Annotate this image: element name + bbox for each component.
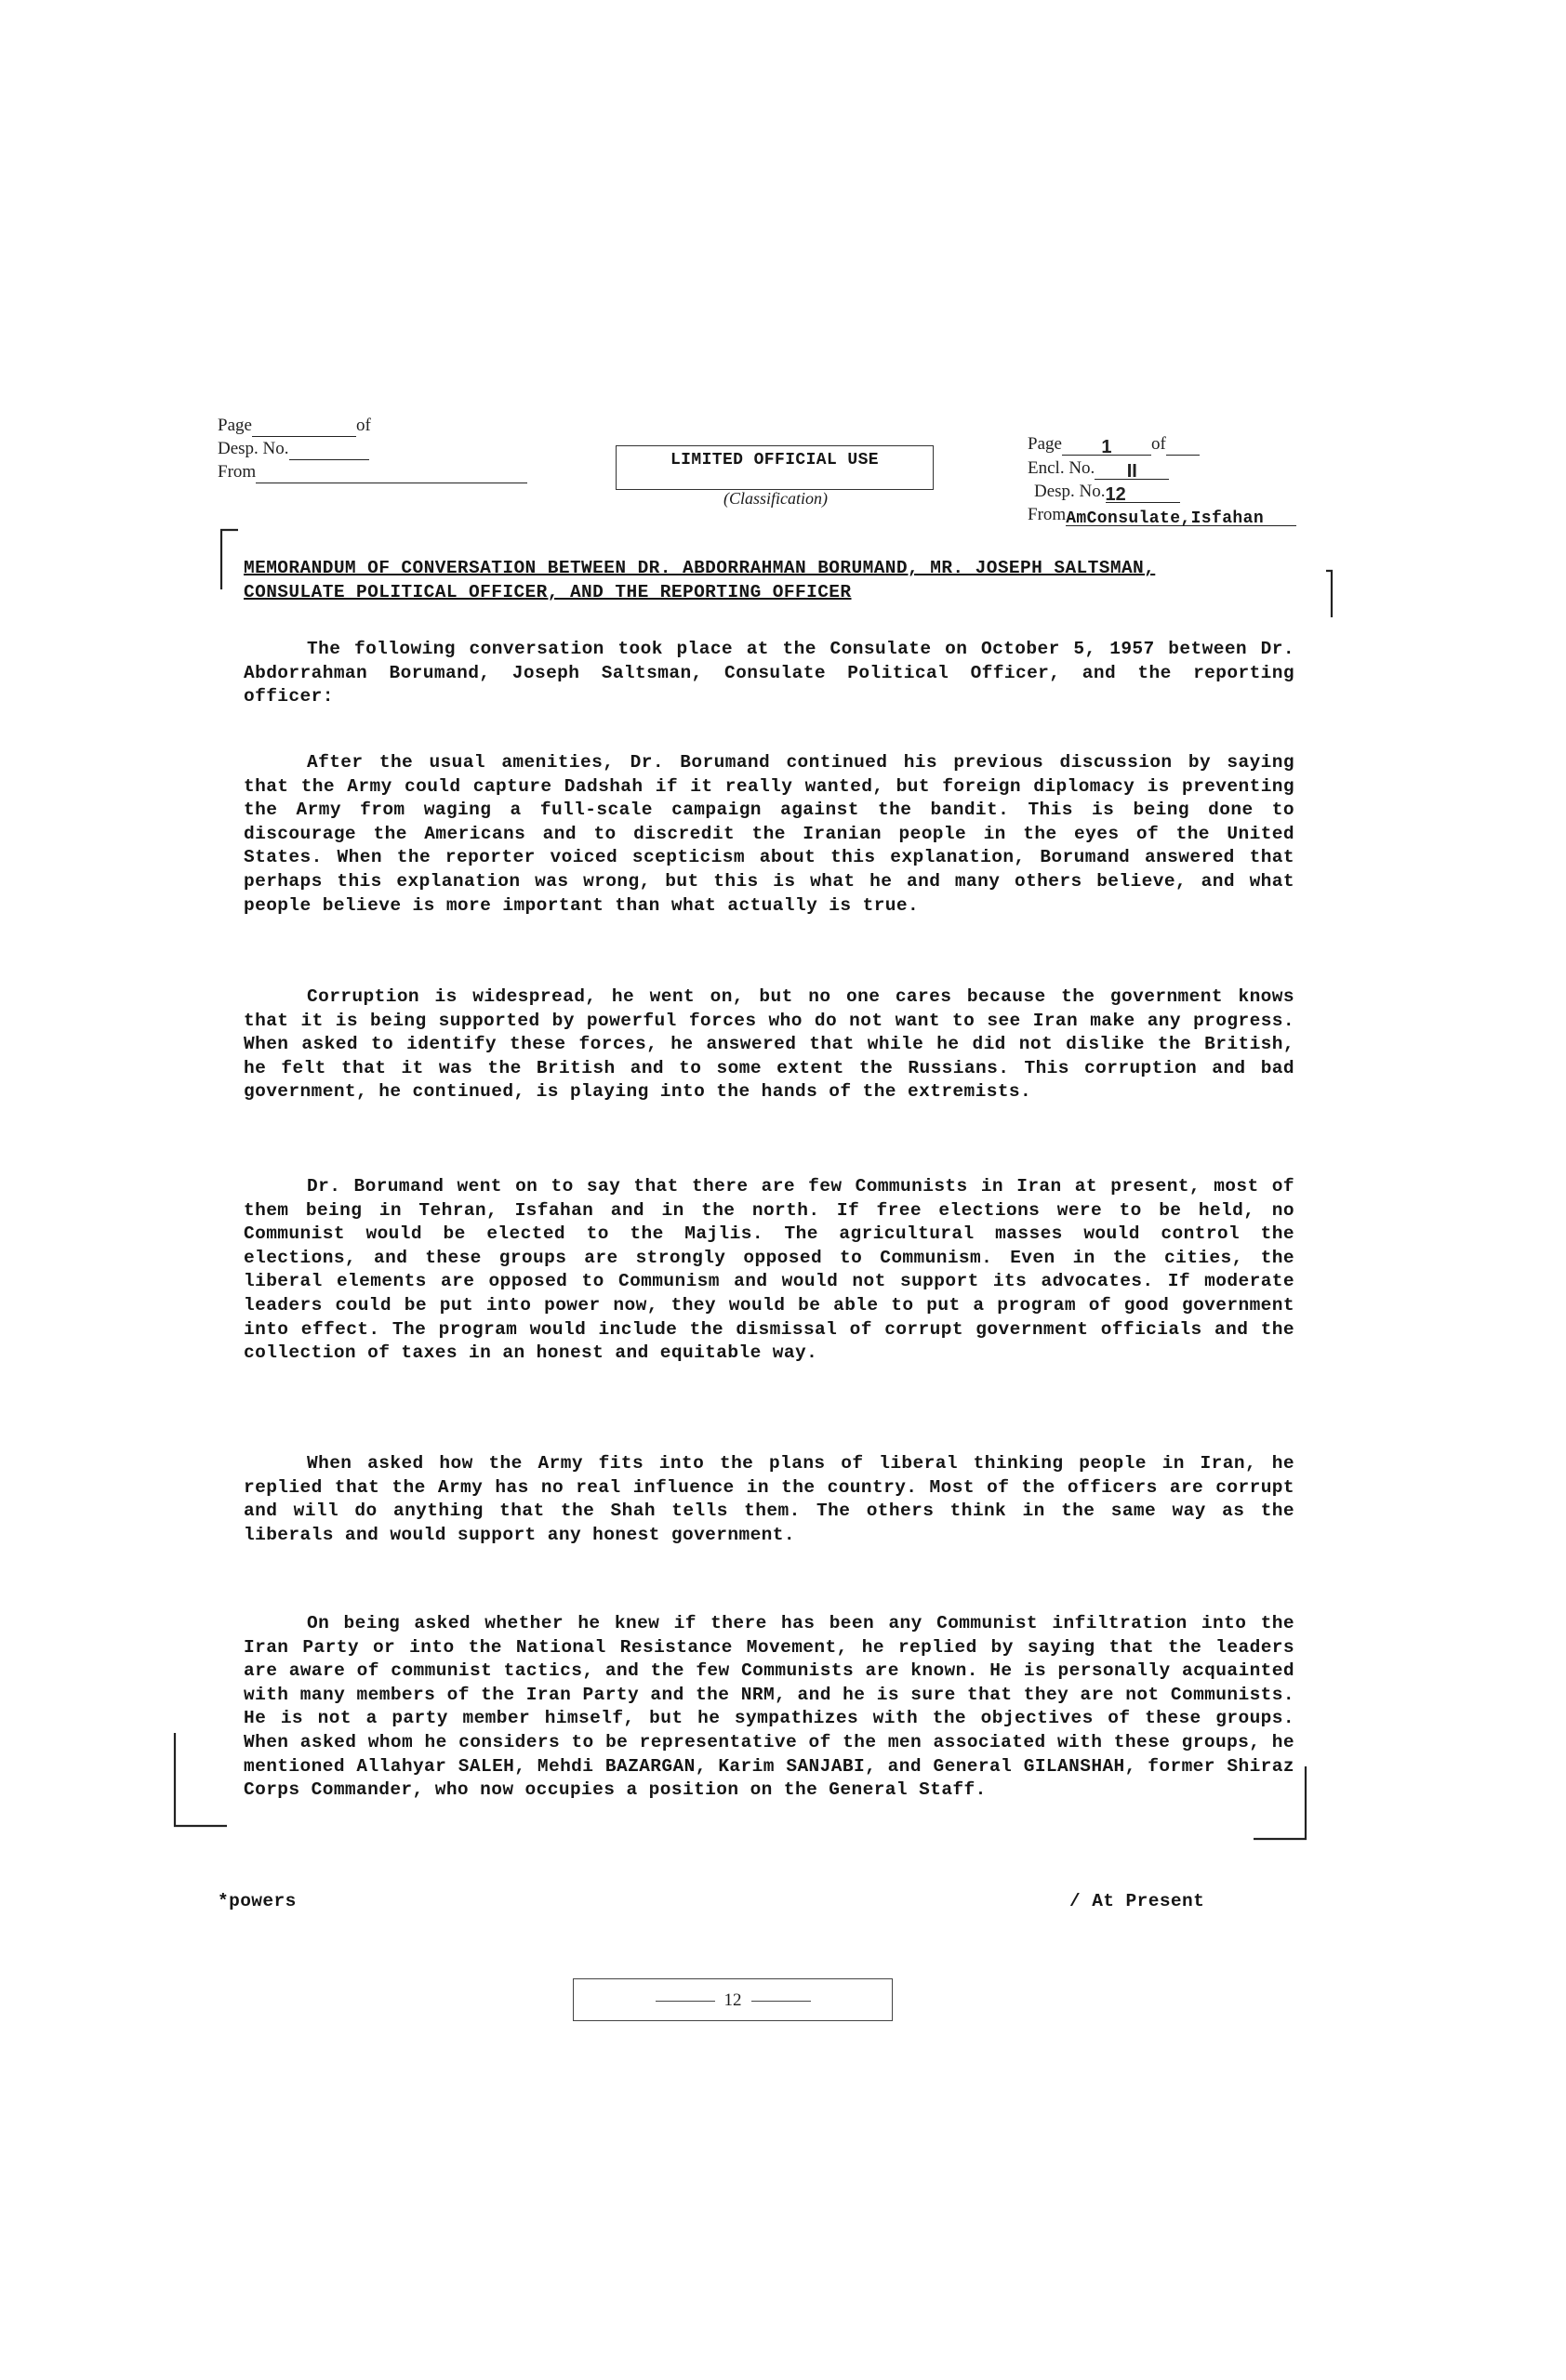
header-left-desp — [218, 438, 369, 460]
paragraph — [244, 1175, 1294, 1366]
encl-value: II — [1126, 461, 1137, 482]
header-right-from — [1028, 504, 1296, 526]
of-label: of — [355, 416, 371, 435]
subject-line-2: CONSULATE POLITICAL OFFICER, AND THE REPORTING OFFICER — [244, 582, 852, 602]
paragraph-text: When asked how the Army fits into the plans of liberal thinking people in Iran, he replied that the Army has no real influence in the country. Most of the officers are corrupt and will do anything that the Shah tells them. The others think in the same way as the liberals and would support any honest government. — [244, 1453, 1294, 1545]
paragraph-text: The following conversation took place at the Consulate on October 5, 1957 between Dr. Abdorrahman Borumand, Joseph Saltsman, Consulate Political Officer, and the reporting officer: — [244, 639, 1294, 707]
from-label-right: From — [1028, 505, 1067, 524]
subject — [244, 556, 1328, 604]
paragraph-text: On being asked whether he knew if there has been any Communist infiltration into the Iran Party or into the National Resistance Movement, he replied by saying that the leaders are aware of communist tactics, and the few Communists are known. He is personally acquainted with many members of the Iran Party and the NRM, and he is sure that they are not Communists. He is not a party member himself, but he sympathizes with the objectives of these groups. When asked whom he considers to be representative of the men associated with these groups, he mentioned Allahyar SALEH, Mehdi BAZARGAN, Karim SANJABI, and General GILANSHAH, former Shiraz Corps Commander, who now occupies a position on the General Staff. — [244, 1613, 1294, 1801]
paragraph — [244, 638, 1294, 709]
page-label-right: Page — [1028, 434, 1062, 454]
header-right-encl — [1028, 457, 1169, 480]
from-value: AmConsulate,Isfahan — [1066, 509, 1265, 528]
header-right-desp — [1034, 481, 1180, 503]
page-value: 1 — [1101, 437, 1112, 457]
header-left-from — [218, 461, 527, 483]
page-label: Page — [218, 416, 252, 435]
paragraph-text: Dr. Borumand went on to say that there are few Communists in Iran at present, most of them being in Tehran, Isfahan and in the north. If free elections were to be held, no Communist would be elected to the Majlis. The agricultural masses would control the elections, and these groups are strongly opposed to Communism. Even in the cities, the liberal elements are opposed to Communism and would not support its advocates. If moderate leaders could be put into power now, they would be able to put a program of good government into effect. The program would include the dismissal of corrupt government officials and the collection of taxes in an honest and equitable way. — [244, 1176, 1294, 1364]
desp-label: Desp. No. — [218, 439, 289, 458]
header-left-page — [218, 415, 371, 437]
desp-label-right: Desp. No. — [1034, 482, 1106, 501]
from-label: From — [218, 462, 257, 482]
paragraph — [244, 1452, 1294, 1547]
encl-label: Encl. No. — [1028, 458, 1095, 478]
classification-box — [616, 445, 934, 490]
footnote: *powers — [218, 1891, 297, 1911]
continuation-note: / At Present — [1069, 1891, 1205, 1911]
page-number-box — [573, 1978, 893, 2021]
of-label-right: of — [1150, 434, 1166, 454]
desp-value: 12 — [1105, 484, 1126, 505]
subject-line-1: MEMORANDUM OF CONVERSATION BETWEEN DR. ABDORRAHMAN BORUMAND, MR. JOSEPH SALTSMAN, — [244, 558, 1156, 578]
paragraph-text: Corruption is widespread, he went on, but no one cares because the government knows that it is being supported by powerful forces who do not want to see Iran make any progress. When asked to identify these forces, he answered that while he did not dislike the British, he felt that it was the British and to some extent the Russians. This corruption and bad government, he continued, is playing into the hands of the extremists. — [244, 986, 1294, 1103]
classification-caption: (Classification) — [723, 489, 828, 508]
classification-stamp: LIMITED OFFICIAL USE — [670, 451, 880, 469]
paragraph — [244, 985, 1294, 1104]
paragraph — [244, 751, 1294, 918]
page-number: 12 — [574, 1990, 892, 2011]
footer-bracket — [173, 1731, 1313, 1843]
header-right-page — [1028, 433, 1200, 456]
paragraph-text: After the usual amenities, Dr. Borumand continued his previous discussion by saying that the Army could capture Dadshah if it really wanted, but foreign diplomacy is preventing the Army from waging a full-scale campaign against the bandit. This is being done to discourage the Americans and to discredit the Iranian people in the eyes of the United States. When the reporter voiced scepticism about this explanation, Borumand answered that perhaps this explanation was wrong, but this is what he and many others believe, and what people believe is more important than what actually is true. — [244, 752, 1294, 916]
